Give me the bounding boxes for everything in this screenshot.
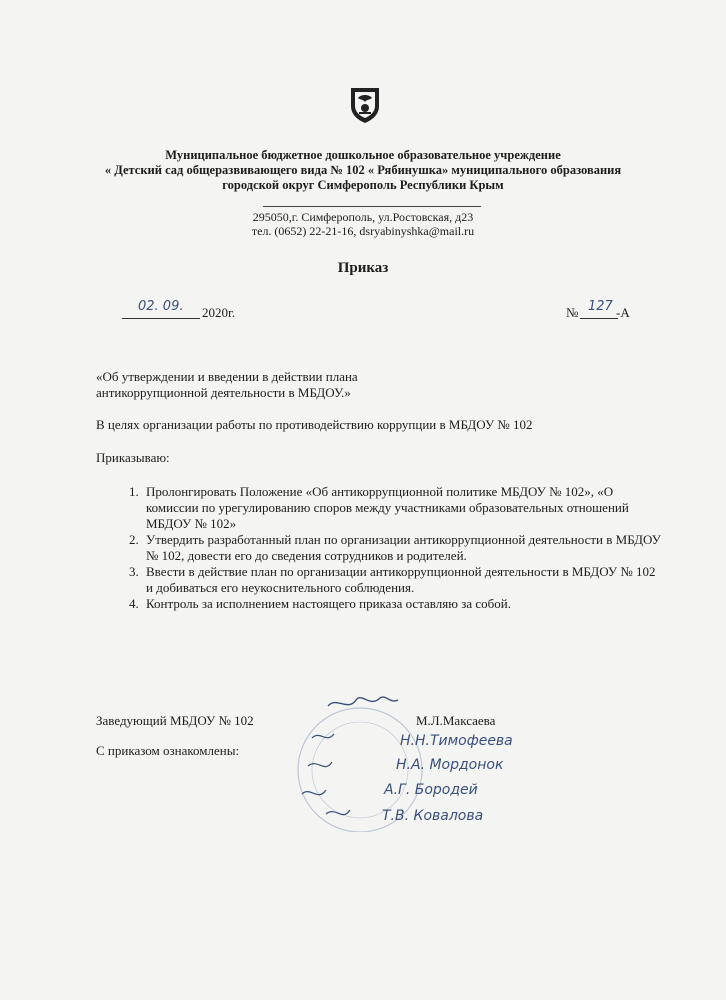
document-title: Приказ xyxy=(337,260,389,276)
header-divider xyxy=(263,206,481,207)
subject-line-1: «Об утверждении и введении в действии плана xyxy=(96,369,358,384)
acquainted-name: А.Г. Бородей xyxy=(384,782,478,798)
org-name-line-1: Муниципальное бюджетное дошкольное образовательное учреждение xyxy=(165,148,561,162)
purpose-text: В целях организации работы по противодействию коррупции в МБДОУ № 102 xyxy=(96,417,533,432)
order-number-prefix: № xyxy=(566,305,579,320)
order-number-handwritten: 127 xyxy=(588,299,613,314)
subject-line-2: антикоррупционной деятельности в МБДОУ.» xyxy=(96,385,351,400)
acquainted-name: Т.В. Ковалова xyxy=(382,808,484,824)
acquainted-name: Н.Н.Тимофеева xyxy=(400,733,513,749)
order-number-suffix: -А xyxy=(616,305,630,320)
date-handwritten: 02. 09. xyxy=(138,299,184,314)
acquainted-name: Н.А. Мордонок xyxy=(396,757,504,773)
order-item: 2. Утвердить разработанный план по организации антикоррупционной деятельности в МБДОУ № 102, довести его до сведения сотрудников и родителей. xyxy=(142,532,662,564)
address-line: 295050,г. Симферополь, ул.Ростовская, д23 xyxy=(252,210,474,224)
order-item: 4. Контроль за исполнением настоящего приказа оставляю за собой. xyxy=(142,596,662,612)
date-year: 2020г. xyxy=(202,305,236,320)
org-name-line-2: « Детский сад общеразвивающего вида № 102 « Рябинушка» муниципального образования xyxy=(104,163,622,177)
order-item: 3. Ввести в действие план по организации антикоррупционной деятельности в МБДОУ № 102 и добиваться его неукоснительного соблюдения. xyxy=(142,564,662,596)
acquainted-label: С приказом ознакомлены: xyxy=(96,743,240,758)
order-items-list xyxy=(96,484,662,612)
contact-line: тел. (0652) 22-21-16, dsryabinyshka@mail.ru xyxy=(251,224,475,238)
org-name-line-3: городской округ Симферополь Республики Крым xyxy=(222,178,504,192)
order-word: Приказываю: xyxy=(96,450,170,465)
order-item: 1. Пролонгировать Положение «Об антикоррупционной политике МБДОУ № 102», «О комиссии по урегулированию споров между участниками образовательных отношений МБДОУ № 102» xyxy=(142,484,662,532)
signatory-name: М.Л.Максаева xyxy=(416,713,496,728)
coat-of-arms-icon xyxy=(347,84,383,124)
signatory-position: Заведующий МБДОУ № 102 xyxy=(96,713,254,728)
